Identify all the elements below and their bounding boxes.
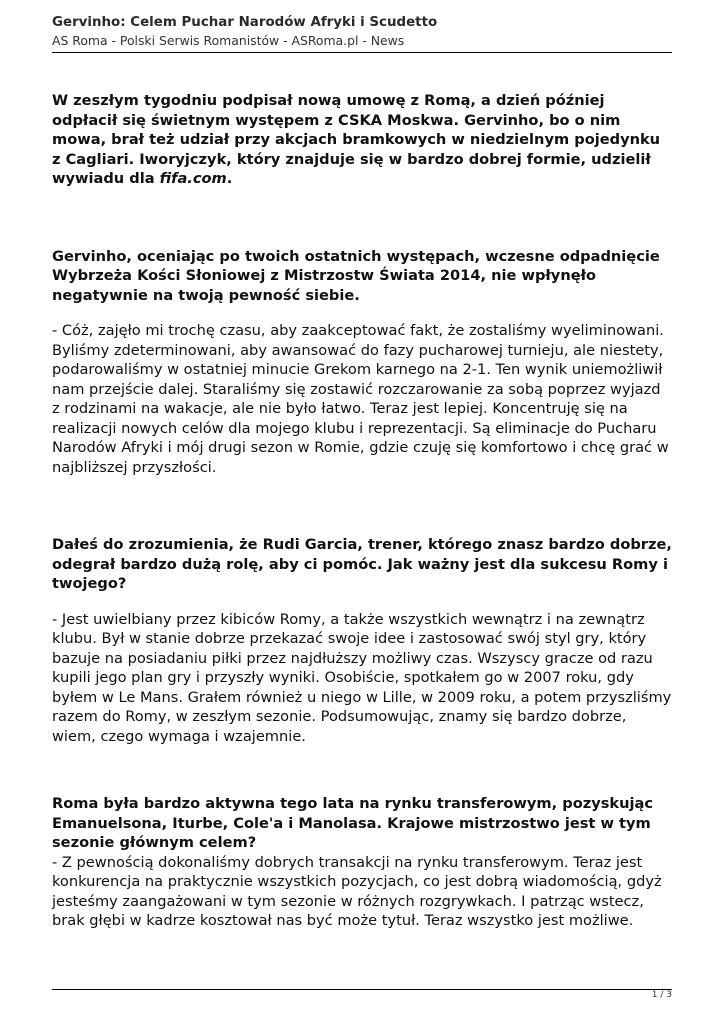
intro-end: . <box>226 170 233 187</box>
footer-divider <box>52 989 672 990</box>
spacer <box>52 305 672 321</box>
intro-source: fifa.com <box>159 170 227 187</box>
question-2: Dałeś do zrozumienia, że Rudi Garcia, trener, którego znasz bardzo dobrze, odegrał bardzo dużą rolę, aby ci pomóc. Jak ważny jest dla sukcesu Romy i twojego? <box>52 536 672 592</box>
spacer <box>52 594 672 610</box>
answer-3: - Z pewnością dokonaliśmy dobrych transakcji na rynku transferowym. Teraz jest konkurencja na praktycznie wszystkich pozycjach, co jest dobrą wiadomością, gdyż jesteśmy zaangażowani w tym sezonie w różnych rozgrywkach. I patrząc wstecz, brak głębi w kadrze kosztował nas być może tytuł. Teraz wszystko jest możliwe. <box>52 853 662 929</box>
spacer <box>52 189 672 247</box>
article-body <box>52 91 672 931</box>
header-divider <box>52 52 672 53</box>
intro-lead-text: W zeszłym tygodniu podpisał nową umowę z Romą, a dzień później odpłacił się świetnym występem z CSKA Moskwa. Gervinho, bo o nim mowa, brał też udział przy akcjach bramkowych w niedzielnym pojedynku z Cagliari. Iworyjczyk, który znajduje się w bardzo dobrej formie, udzielił wywiadu dla <box>52 92 661 187</box>
document-subtitle: AS Roma - Polski Serwis Romanistów - ASRoma.pl - News <box>52 33 405 48</box>
question-3: Roma była bardzo aktywna tego lata na rynku transferowym, pozyskując Emanuelsona, Iturbe, Cole'a i Manolasa. Krajowe mistrzostwo jest w tym sezonie głównym celem? <box>52 795 654 851</box>
document-title: Gervinho: Celem Puchar Narodów Afryki i Scudetto <box>52 15 438 30</box>
spacer <box>52 477 672 535</box>
spacer <box>52 746 672 794</box>
article-intro <box>52 91 672 189</box>
page-header <box>52 14 672 50</box>
question-1: Gervinho, oceniając po twoich ostatnich występach, wczesne odpadnięcie Wybrzeża Kości Słoniowej z Mistrzostw Świata 2014, nie wpłynęło negatywnie na twoją pewność siebie. <box>52 247 660 304</box>
answer-1: - Cóż, zajęło mi trochę czasu, aby zaakceptować fakt, że zostaliśmy wyeliminowani. Byliśmy zdeterminowani, aby awansować do fazy pucharowej turnieju, ale niestety, podarowaliśmy w ostatniej minucie Grekom karnego na 2-1. Ten wynik uniemożliwił nam przejście dalej. Staraliśmy się zostawić rozczarowanie za sobą poprzez wyjazd z rodzinami na wakacje, ale nie było łatwo. Teraz jest lepiej. Koncentruję się na realizacji nowych celów dla mojego klubu i reprezentacji. Są eliminacje do Pucharu Narodów Afryki i mój drugi sezon w Romie, gdzie czuję się komfortowo i chcę grać w najbliższej przyszłości. <box>52 322 669 476</box>
answer-2: - Jest uwielbiany przez kibiców Romy, a także wszystkich wewnątrz i na zewnątrz klubu. Był w stanie dobrze przekazać swoje idee i zastosować swój styl gry, który bazuje na posiadaniu piłki przez najdłuższy możliwy czas. Wszyscy gracze od razu kupili jego plan gry i przyszły wyniki. Osobiście, spotkałem go w 2007 roku, gdy byłem w Le Mans. Grałem również u niego w Lille, w 2009 roku, a potem przyszliśmy razem do Romy, w zeszłym sezonie. Podsumowując, znamy się bardzo dobrze, wiem, czego wymaga i wzajemnie. <box>52 610 672 745</box>
page-number: 1 / 3 <box>651 990 672 1000</box>
